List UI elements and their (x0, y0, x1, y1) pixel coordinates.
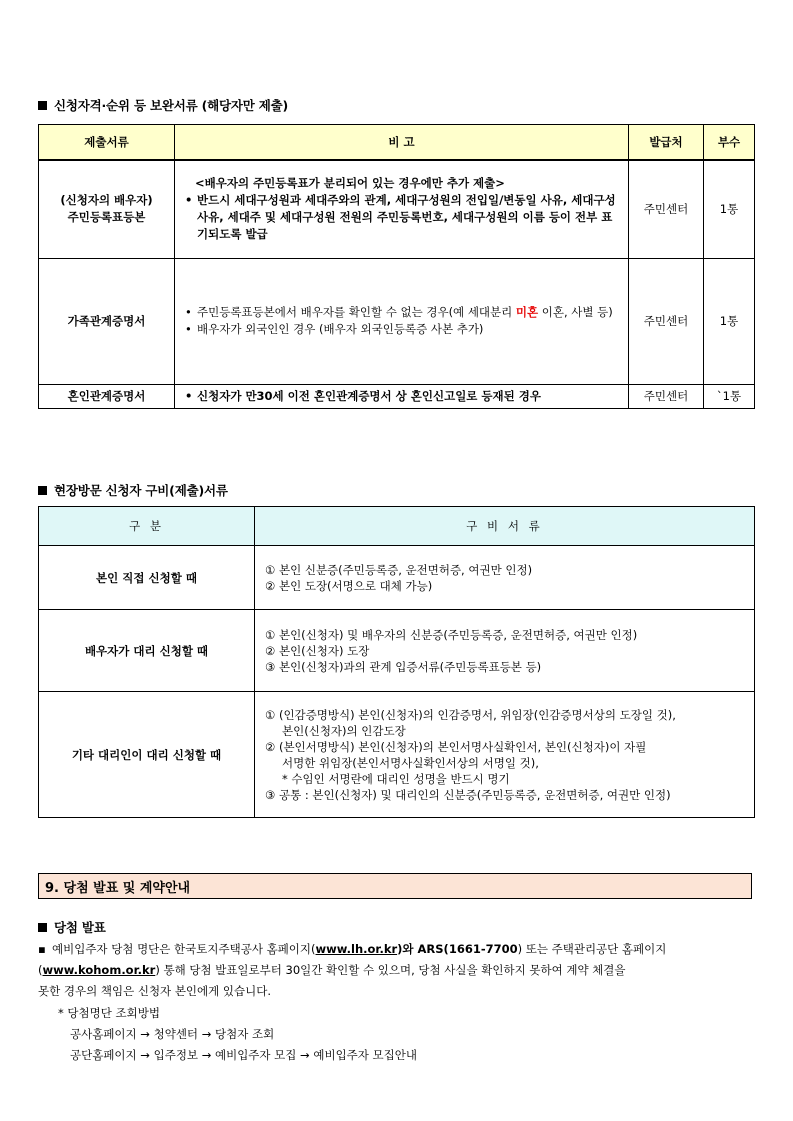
kohom-link[interactable]: www.kohom.or.kr (42, 963, 156, 977)
column-header: 구 분 (39, 507, 255, 546)
list-item: 서명한 위임장(본인서명사실확인서상의 서명일 것), (282, 755, 539, 770)
note-item: • 반드시 세대구성원과 세대주와의 관계, 세대구성원의 전입일/변동일 사유, 세대구성 사유, 세대주 및 세대구성원 전원의 주민등록번호, 세대구성원의 이름 등이 전부 표기되도록 발급 (183, 192, 622, 243)
list-item: ③ 본인(신청자)과의 관계 입증서류(주민등록표등본 등) (265, 659, 542, 674)
list-item: ① (인감증명방식) 본인(신청자)의 인감증명서, 위임장(인감증명서상의 도장일 것), (265, 707, 676, 722)
doc-cell: 혼인관계증명서 (39, 384, 175, 408)
table-row (39, 692, 755, 818)
column-header: 부수 (704, 125, 755, 161)
note-heading: <배우자의 주민등록표가 분리되어 있는 경우에만 추가 제출> (195, 176, 505, 191)
section-heading-visit (38, 481, 228, 499)
list-item: ① 본인 신분증(주민등록증, 운전면허증, 여권만 인정) (265, 562, 533, 577)
list-item: ② 본인 도장(서명으로 대체 가능) (265, 578, 433, 593)
note-cell (175, 160, 629, 258)
column-header: 구 비 서 류 (255, 507, 755, 546)
issuer-cell: 주민센터 (629, 160, 704, 258)
case-label: 기타 대리인이 대리 신청할 때 (39, 692, 255, 818)
case-label: 본인 직접 신청할 때 (39, 546, 255, 610)
note-item: • 배우자가 외국인인 경우 (배우자 외국인등록증 사본 추가) (183, 321, 622, 338)
note-cell (175, 384, 629, 408)
table-row (39, 384, 755, 408)
items-cell (255, 610, 755, 692)
section-title: 현장방문 신청자 구비(제출)서류 (54, 483, 228, 498)
announce-paragraph: ▪ 예비입주자 당첨 명단은 한국토지주택공사 홈페이지(www.lh.or.kr)와 ARS(1661-7700) 또는 주택관리공단 홈페이지 (www.kohom.or.kr) 통해 당첨 발표일로부터 30일간 확인할 수 있으며, 당첨 사실을 확인하지 못하여 계약 체결을 못한 경우의 책임은 신청자 본인에게 있습니다. (38, 939, 754, 1002)
square-bullet-icon (38, 923, 47, 932)
section-title: 9. 당첨 발표 및 계약안내 (45, 880, 191, 896)
square-bullet-icon (38, 101, 47, 110)
copies-cell: `1통 (704, 384, 755, 408)
section-heading-qualify (38, 96, 288, 114)
table-header-row (39, 125, 755, 161)
section-heading-announce (38, 918, 106, 936)
lh-link[interactable]: www.lh.or.kr (315, 942, 398, 956)
table-row (39, 546, 755, 610)
case-label: 배우자가 대리 신청할 때 (39, 610, 255, 692)
table-row (39, 610, 755, 692)
section-9-banner (38, 873, 752, 899)
visit-docs-table (38, 506, 755, 818)
highlight-text: 미혼 (515, 305, 539, 319)
column-header: 발급처 (629, 125, 704, 161)
note-item: • 신청자가 만30세 이전 혼인관계증명서 상 혼인신고일로 등재된 경우 (183, 388, 622, 405)
list-item: ③ 공통 : 본인(신청자) 및 대리인의 신분증(주민등록증, 운전면허증, 여권만 인정) (265, 787, 671, 802)
doc-cell: 가족관계증명서 (39, 258, 175, 384)
issuer-cell: 주민센터 (629, 258, 704, 384)
table-row (39, 258, 755, 384)
doc-name: (신청자의 배우자) (60, 193, 153, 208)
ars-number: 1661-7700 (448, 942, 518, 956)
copies-cell: 1통 (704, 258, 755, 384)
note-cell (175, 258, 629, 384)
doc-name: 주민등록표등본 (67, 210, 146, 225)
howto-title: * 당첨명단 조회방법 (58, 1006, 160, 1020)
section-title: 신청자격·순위 등 보완서류 (해당자만 제출) (54, 98, 289, 113)
items-cell (255, 546, 755, 610)
copies-cell: 1통 (704, 160, 755, 258)
column-header: 비 고 (175, 125, 629, 161)
howto-step: 공단홈페이지 → 입주정보 → 예비입주자 모집 → 예비입주자 모집안내 (70, 1048, 417, 1062)
items-cell (255, 692, 755, 818)
square-bullet-icon (38, 486, 47, 495)
qualify-docs-table (38, 124, 755, 409)
list-item: ② (본인서명방식) 본인(신청자)의 본인서명사실확인서, 본인(신청자)이 자필 (265, 739, 647, 754)
small-square-icon: ▪ (38, 942, 46, 956)
howto-step: 공사홈페이지 → 청약센터 → 당첨자 조회 (70, 1027, 275, 1041)
section-title: 당첨 발표 (54, 920, 106, 935)
column-header: 제출서류 (39, 125, 175, 161)
list-item: * 수임인 서명란에 대리인 성명을 반드시 명기 (282, 771, 510, 786)
table-row (39, 160, 755, 258)
doc-cell (39, 160, 175, 258)
note-item: • 주민등록표등본에서 배우자를 확인할 수 없는 경우(예 세대분리 미혼 이혼, 사별 등) (183, 304, 622, 321)
list-item: ② 본인(신청자) 도장 (265, 643, 370, 658)
list-item: 본인(신청자)의 인감도장 (282, 723, 406, 738)
table-header-row (39, 507, 755, 546)
list-item: ① 본인(신청자) 및 배우자의 신분증(주민등록증, 운전면허증, 여권만 인정) (265, 627, 638, 642)
issuer-cell: 주민센터 (629, 384, 704, 408)
